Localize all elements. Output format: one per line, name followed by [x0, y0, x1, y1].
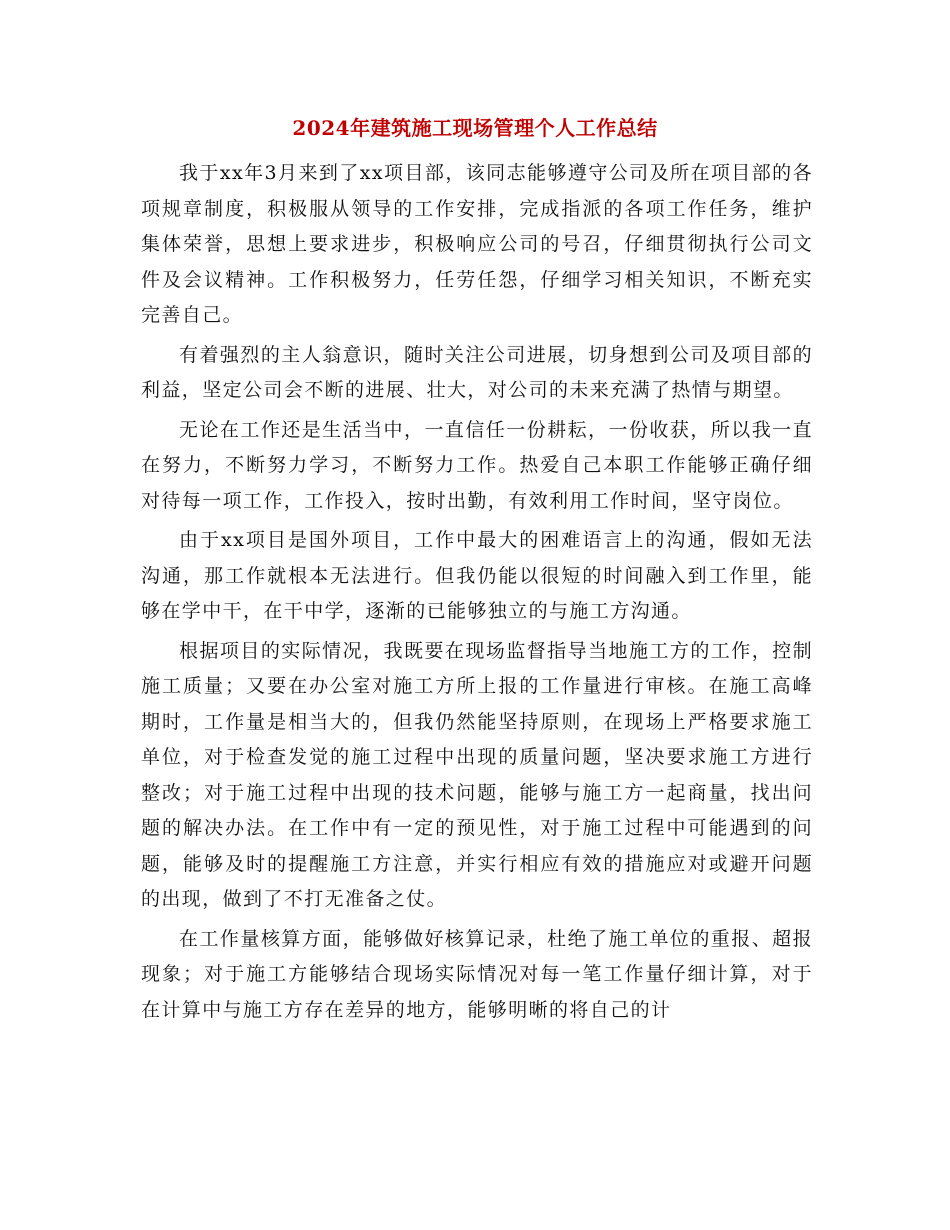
paragraph-5: 根据项目的实际情况，我既要在现场监督指导当地施工方的工作，控制施工质量；又要在办公室对施工方所上报的工作量进行审核。在施工高峰期时，工作量是相当大的，但我仍然能坚持原则，在现场上严格要求施工单位，对于检查发觉的施工过程中出现的质量问题，坚决要求施工方进行整改；对于施工过程中出现的技术问题，能够与施工方一起商量，找出问题的解决办法。在工作中有一定的预见性，对于施工过程中可能遇到的问题，能够及时的提醒施工方注意，并实行相应有效的措施应对或避开问题的出现，做到了不打无准备之仗。 — [141, 639, 813, 910]
document-title: 2024年建筑施工现场管理个人工作总结 — [292, 116, 658, 140]
paragraph-1: 我于xx年3月来到了xx项目部，该同志能够遵守公司及所在项目部的各项规章制度，积极服从领导的工作安排，完成指派的各项工作任务，维护集体荣誉，思想上要求进步，积极响应公司的号召，仔细贯彻执行公司文件及会议精神。工作积极努力，任劳任怨，仔细学习相关知识，不断充实完善自己。 — [141, 162, 813, 326]
document-body — [141, 156, 813, 1032]
paragraph-3: 无论在工作还是生活当中，一直信任一份耕耘，一份收获，所以我一直在努力，不断努力学习，不断努力工作。热爱自己本职工作能够正确仔细对待每一项工作，工作投入，按时出勤，有效利用工作时间，坚守岗位。 — [141, 418, 813, 512]
paragraph-6: 在工作量核算方面，能够做好核算记录，杜绝了施工单位的重报、超报现象；对于施工方能够结合现场实际情况对每一笔工作量仔细计算，对于在计算中与施工方存在差异的地方，能够明晰的将自己的计 — [141, 927, 813, 1021]
paragraph-4: 由于xx项目是国外项目，工作中最大的困难语言上的沟通，假如无法沟通，那工作就根本无法进行。但我仍能以很短的时间融入到工作里，能够在学中干，在干中学，逐渐的已能够独立的与施工方沟通。 — [141, 529, 813, 622]
paragraph-2: 有着强烈的主人翁意识，随时关注公司进展，切身想到公司及项目部的利益，坚定公司会不断的进展、壮大，对公司的未来充满了热情与期望。 — [141, 343, 813, 401]
